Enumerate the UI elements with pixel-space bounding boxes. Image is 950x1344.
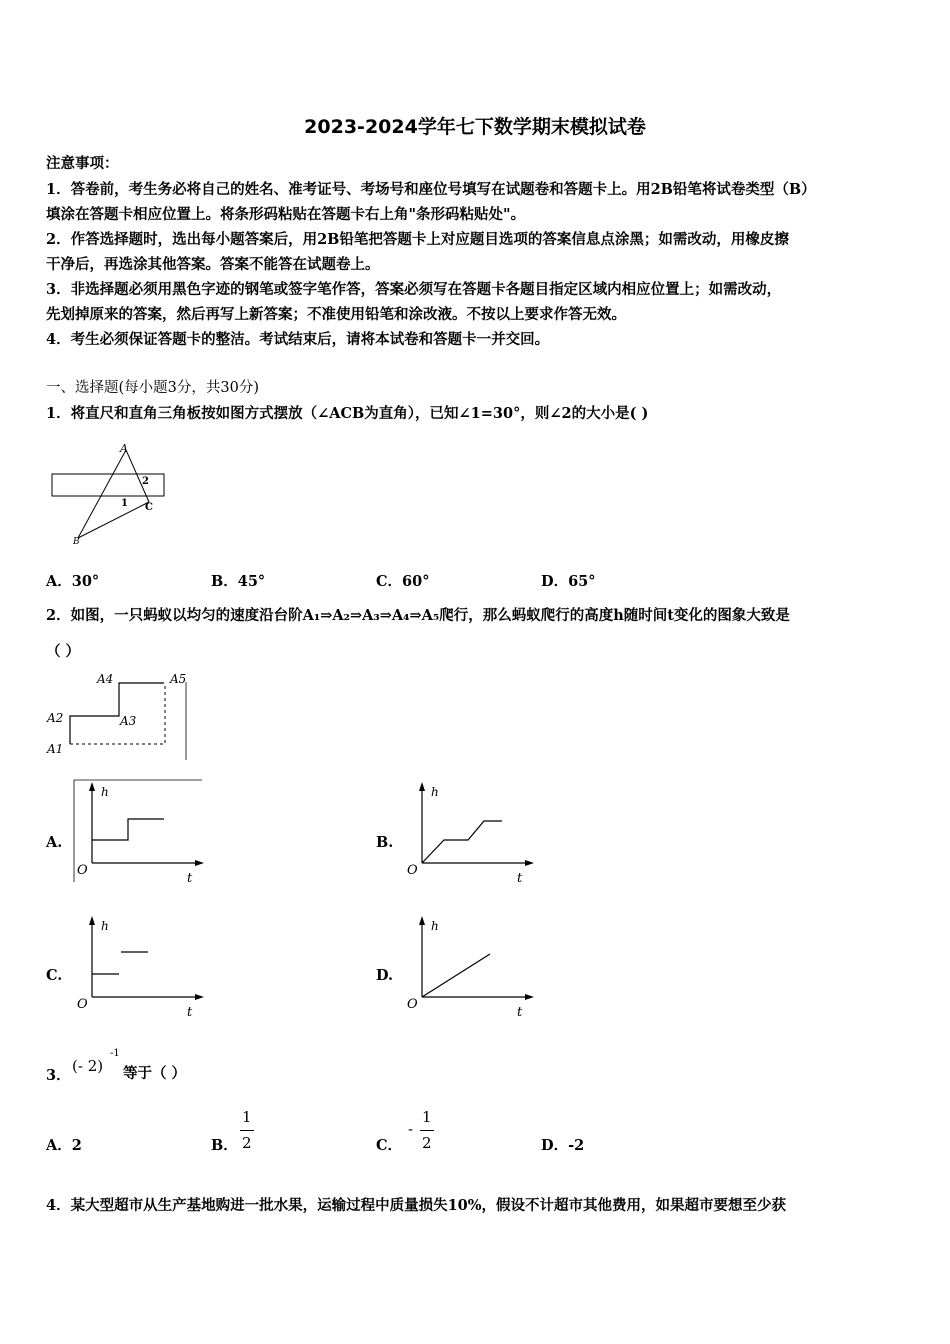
question-3-tail: 等于（ ） <box>123 1065 187 1082</box>
question-2-paren: （ ） <box>46 643 81 660</box>
q3-c-sign: - <box>408 1120 414 1138</box>
notice-line: 4．考生必须保证答题卡的整洁。考试结束后，请将本试卷和答题卡一并交回。 <box>46 331 550 348</box>
graph-c-h: h <box>101 919 109 933</box>
label-a1: A1 <box>47 742 64 756</box>
graph-b-h: h <box>431 785 439 799</box>
q1-option-d: D．65° <box>541 573 596 590</box>
notice-line: 3．非选择题必须用黑色字迹的钢笔或签字笔作答，答案必须写在答题卡各题目指定区域内相应位置上；如需改动， <box>46 281 782 298</box>
section-heading: 一、选择题(每小题3分，共30分) <box>46 380 259 396</box>
label-1: 1 <box>121 498 128 509</box>
q2-option-c-label: C. <box>46 967 63 984</box>
question-4-text: 4．某大型超市从生产基地购进一批水果，运输过程中质量损失10%，假设不计超市其他费用，如果超市要想至少获 <box>46 1197 787 1214</box>
label-a3: A3 <box>120 714 137 728</box>
question-3-number: 3． <box>46 1067 71 1084</box>
label-2: 2 <box>142 476 149 487</box>
q2-stairs-figure <box>44 666 194 762</box>
label-a5: A5 <box>170 672 187 686</box>
q3-c-denominator: 2 <box>422 1134 432 1152</box>
graph-d-h: h <box>431 919 439 933</box>
notice-line: 1．答卷前，考生务必将自己的姓名、准考证号、考场号和座位号填写在试题卷和答题卡上。用2B铅笔将试卷类型（B） <box>46 181 816 198</box>
label-a: A <box>120 442 128 455</box>
q3-b-denominator: 2 <box>242 1134 252 1152</box>
graph-a-t: t <box>187 871 193 886</box>
graph-c-o: O <box>77 997 88 1012</box>
notice-line: 先划掉原来的答案，然后再写上新答案；不准使用铅笔和涂改液。不按以上要求作答无效。 <box>46 306 626 323</box>
q3-option-a: A．2 <box>46 1137 82 1154</box>
q3-expression-exponent: -1 <box>110 1048 120 1059</box>
page-title: 2023-2024学年七下数学期末模拟试卷 <box>304 116 646 138</box>
q2-option-a-label: A. <box>46 834 63 851</box>
q2-option-b-label: B. <box>376 834 394 851</box>
graph-b-t: t <box>517 871 523 886</box>
question-2-text: 2．如图，一只蚂蚁以均匀的速度沿台阶A₁⇒A₂⇒A₃⇒A₄⇒A₅爬行，那么蚂蚁爬行的高度h随时间t变化的图象大致是 <box>46 607 790 624</box>
q3-b-numerator: 1 <box>242 1108 252 1126</box>
notice-heading: 注意事项： <box>46 155 119 172</box>
notice-line: 干净后，再选涂其他答案。答案不能答在试题卷上。 <box>46 256 380 273</box>
q3-option-d: D．-2 <box>541 1137 585 1154</box>
q3-c-numerator: 1 <box>422 1108 432 1126</box>
q1-option-b: B．45° <box>211 573 266 590</box>
label-a2: A2 <box>47 711 64 725</box>
graph-c-t: t <box>187 1005 193 1020</box>
q2-graph-d <box>402 912 537 1020</box>
q3-option-c: C． <box>376 1137 403 1154</box>
graph-d-t: t <box>517 1005 523 1020</box>
graph-d-o: O <box>407 997 418 1012</box>
graph-b-o: O <box>407 863 418 878</box>
label-b: B <box>73 537 80 547</box>
label-c: C <box>145 502 153 513</box>
graph-a-h: h <box>101 785 109 799</box>
graph-a-o: O <box>77 863 88 878</box>
q1-option-a: A．30° <box>46 573 100 590</box>
q1-option-c: C．60° <box>376 573 430 590</box>
notice-line: 2．作答选择题时，选出每小题答案后，用2B铅笔把答题卡上对应题目选项的答案信息点涂黑；如需改动，用橡皮擦 <box>46 231 789 248</box>
q3-expression-base: (- 2) <box>72 1057 104 1075</box>
notice-line: 填涂在答题卡相应位置上。将条形码粘贴在答题卡右上角"条形码粘贴处"。 <box>46 206 526 223</box>
q3-b-fraction-bar <box>240 1130 254 1131</box>
q1-figure <box>48 440 173 548</box>
question-1-text: 1．将直尺和直角三角板按如图方式摆放（∠ACB为直角），已知∠1=30°，则∠2的大小是( ) <box>46 405 649 422</box>
q3-c-fraction-bar <box>420 1130 434 1131</box>
q2-graph-b <box>402 778 537 886</box>
q2-option-d-label: D. <box>376 967 394 984</box>
q3-option-b: B． <box>211 1137 238 1154</box>
label-a4: A4 <box>97 672 114 686</box>
q2-graph-c <box>72 912 207 1020</box>
q2-graph-a <box>72 778 207 886</box>
